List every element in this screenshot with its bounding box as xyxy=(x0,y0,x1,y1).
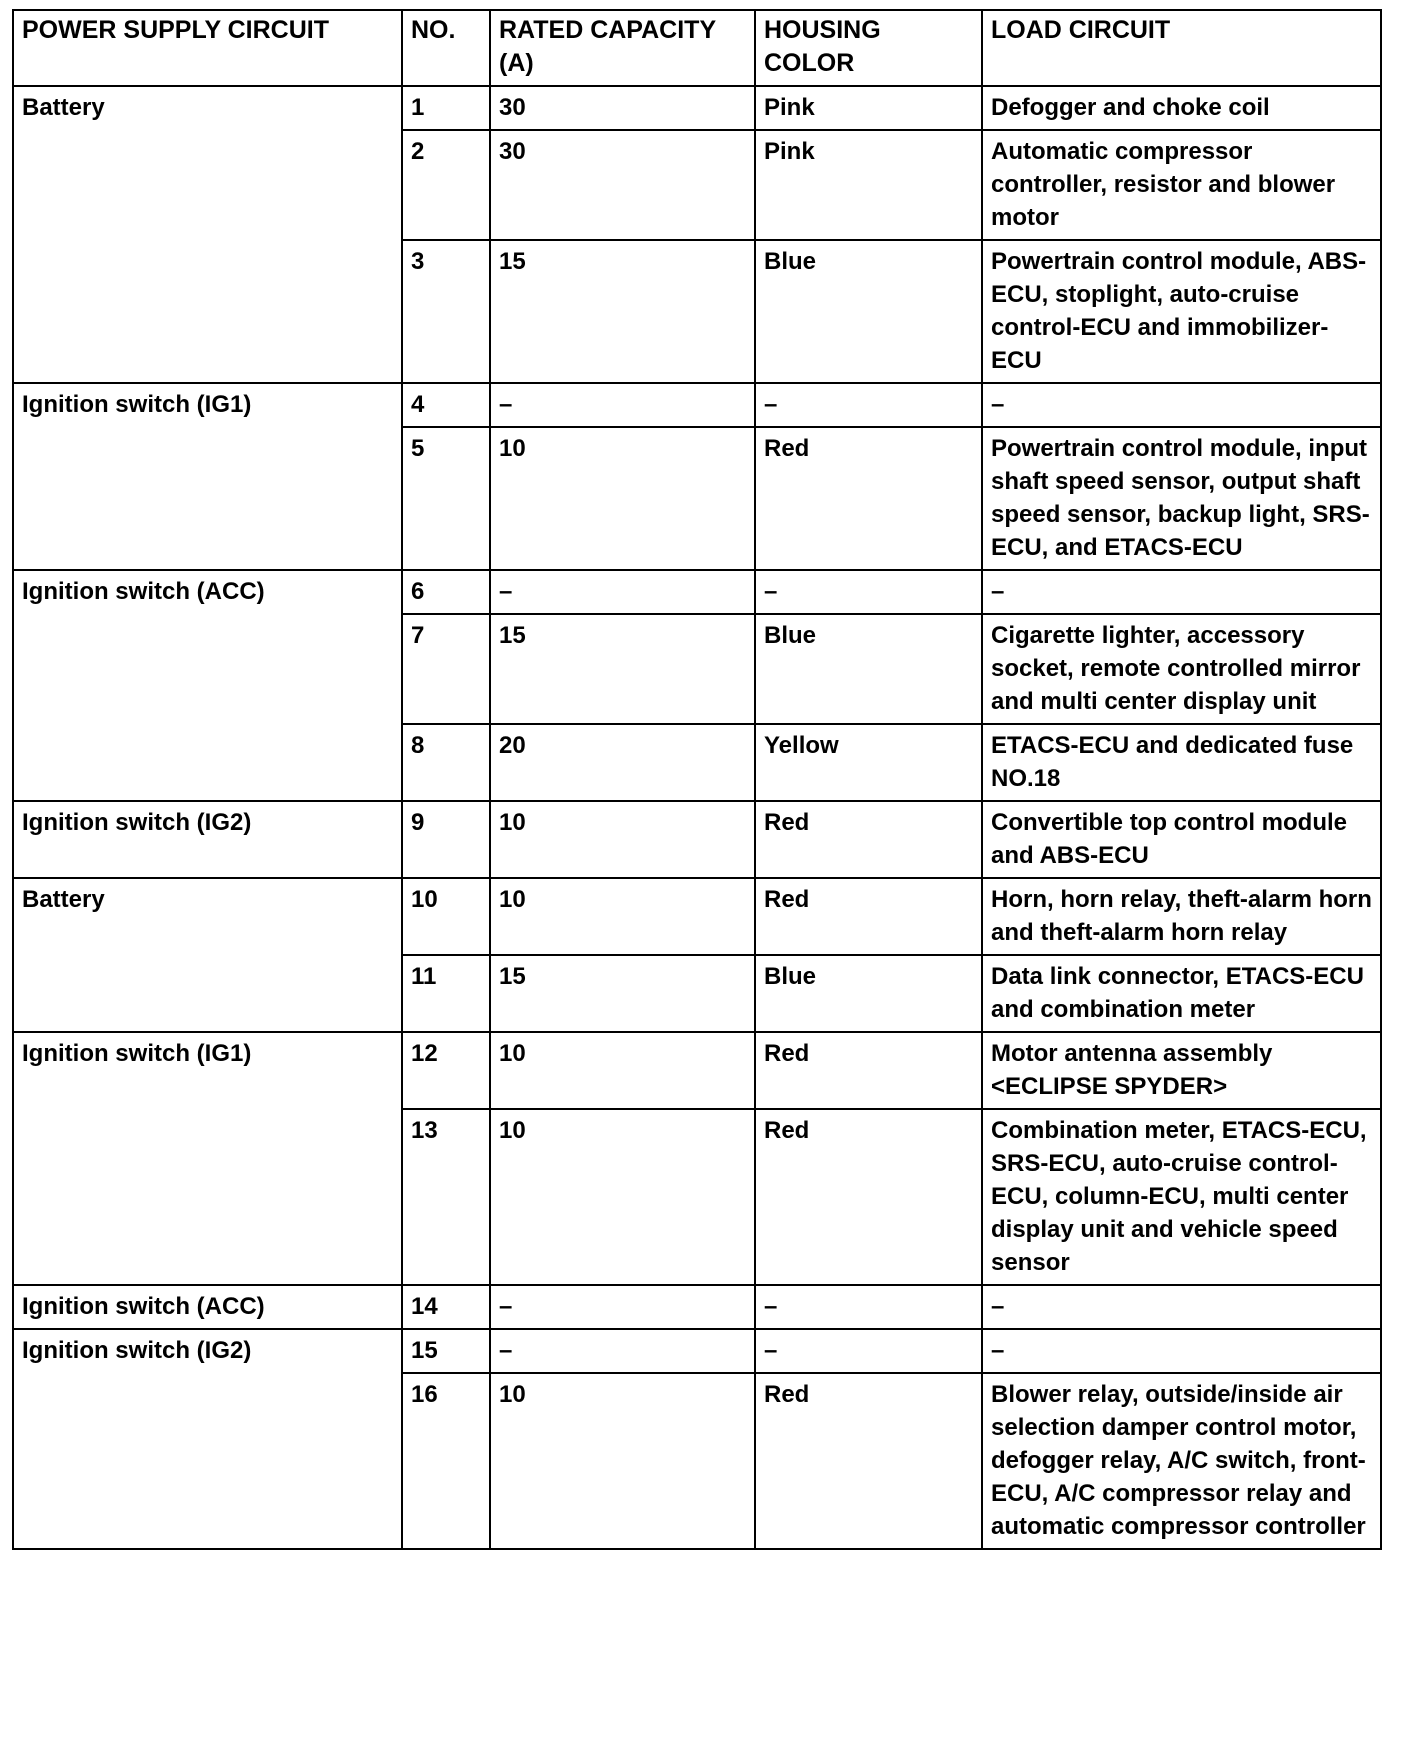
cell-load-circuit: – xyxy=(982,1285,1381,1329)
cell-power-supply-circuit: Ignition switch (ACC) xyxy=(13,1285,402,1329)
header-row xyxy=(13,10,1381,86)
cell-housing-color: – xyxy=(755,383,982,427)
cell-power-supply-circuit: Ignition switch (IG2) xyxy=(13,1329,402,1549)
cell-power-supply-circuit: Ignition switch (ACC) xyxy=(13,570,402,801)
header-power-supply-circuit: POWER SUPPLY CIRCUIT xyxy=(13,10,402,86)
cell-load-circuit: Cigarette lighter, accessory socket, remote controlled mirror and multi center display unit xyxy=(982,614,1381,724)
cell-no: 7 xyxy=(402,614,490,724)
cell-housing-color: Red xyxy=(755,1373,982,1549)
cell-housing-color: – xyxy=(755,1285,982,1329)
cell-rated-capacity: – xyxy=(490,1285,755,1329)
cell-load-circuit: Horn, horn relay, theft-alarm horn and theft-alarm horn relay xyxy=(982,878,1381,955)
cell-no: 6 xyxy=(402,570,490,614)
cell-rated-capacity: 10 xyxy=(490,878,755,955)
cell-housing-color: Red xyxy=(755,1109,982,1285)
cell-rated-capacity: – xyxy=(490,1329,755,1373)
cell-housing-color: Red xyxy=(755,427,982,570)
cell-housing-color: Blue xyxy=(755,614,982,724)
cell-load-circuit: Powertrain control module, input shaft speed sensor, output shaft speed sensor, backup light, SRS-ECU, and ETACS-ECU xyxy=(982,427,1381,570)
cell-no: 4 xyxy=(402,383,490,427)
cell-no: 3 xyxy=(402,240,490,383)
cell-rated-capacity: 10 xyxy=(490,1109,755,1285)
table-row xyxy=(13,878,1381,955)
cell-load-circuit: – xyxy=(982,1329,1381,1373)
cell-load-circuit: Data link connector, ETACS-ECU and combination meter xyxy=(982,955,1381,1032)
header-load-circuit: LOAD CIRCUIT xyxy=(982,10,1381,86)
fuse-table-container xyxy=(12,9,1380,1550)
cell-no: 5 xyxy=(402,427,490,570)
cell-power-supply-circuit: Ignition switch (IG2) xyxy=(13,801,402,878)
table-header xyxy=(13,10,1381,86)
cell-housing-color: Red xyxy=(755,878,982,955)
cell-load-circuit: ETACS-ECU and dedicated fuse NO.18 xyxy=(982,724,1381,801)
table-row xyxy=(13,801,1381,878)
cell-housing-color: Blue xyxy=(755,955,982,1032)
cell-rated-capacity: 30 xyxy=(490,130,755,240)
cell-rated-capacity: 10 xyxy=(490,1373,755,1549)
cell-no: 16 xyxy=(402,1373,490,1549)
cell-no: 11 xyxy=(402,955,490,1032)
cell-rated-capacity: 10 xyxy=(490,801,755,878)
cell-rated-capacity: 15 xyxy=(490,955,755,1032)
cell-power-supply-circuit: Battery xyxy=(13,86,402,383)
cell-housing-color: Pink xyxy=(755,130,982,240)
table-row xyxy=(13,570,1381,614)
header-no: NO. xyxy=(402,10,490,86)
cell-no: 12 xyxy=(402,1032,490,1109)
cell-rated-capacity: 20 xyxy=(490,724,755,801)
header-rated-capacity: RATED CAPACITY (A) xyxy=(490,10,755,86)
cell-no: 8 xyxy=(402,724,490,801)
cell-housing-color: Red xyxy=(755,1032,982,1109)
cell-no: 9 xyxy=(402,801,490,878)
cell-housing-color: – xyxy=(755,1329,982,1373)
cell-no: 10 xyxy=(402,878,490,955)
cell-load-circuit: – xyxy=(982,570,1381,614)
cell-no: 15 xyxy=(402,1329,490,1373)
cell-housing-color: – xyxy=(755,570,982,614)
cell-load-circuit: Defogger and choke coil xyxy=(982,86,1381,130)
cell-load-circuit: Blower relay, outside/inside air selection damper control motor, defogger relay, A/C switch, front-ECU, A/C compressor relay and automatic compressor controller xyxy=(982,1373,1381,1549)
table-row xyxy=(13,1285,1381,1329)
header-housing-color: HOUSING COLOR xyxy=(755,10,982,86)
cell-power-supply-circuit: Ignition switch (IG1) xyxy=(13,1032,402,1285)
cell-no: 14 xyxy=(402,1285,490,1329)
cell-rated-capacity: – xyxy=(490,570,755,614)
fuse-table xyxy=(12,9,1382,1550)
cell-load-circuit: Combination meter, ETACS-ECU, SRS-ECU, auto-cruise control-ECU, column-ECU, multi center display unit and vehicle speed sensor xyxy=(982,1109,1381,1285)
cell-housing-color: Red xyxy=(755,801,982,878)
cell-rated-capacity: – xyxy=(490,383,755,427)
cell-load-circuit: Motor antenna assembly <ECLIPSE SPYDER> xyxy=(982,1032,1381,1109)
cell-load-circuit: – xyxy=(982,383,1381,427)
table-row xyxy=(13,1329,1381,1373)
cell-housing-color: Blue xyxy=(755,240,982,383)
cell-rated-capacity: 30 xyxy=(490,86,755,130)
cell-power-supply-circuit: Battery xyxy=(13,878,402,1032)
cell-power-supply-circuit: Ignition switch (IG1) xyxy=(13,383,402,570)
table-row xyxy=(13,383,1381,427)
cell-housing-color: Pink xyxy=(755,86,982,130)
cell-no: 1 xyxy=(402,86,490,130)
cell-no: 13 xyxy=(402,1109,490,1285)
table-body xyxy=(13,86,1381,1549)
table-row xyxy=(13,1032,1381,1109)
cell-rated-capacity: 15 xyxy=(490,614,755,724)
cell-rated-capacity: 10 xyxy=(490,427,755,570)
cell-load-circuit: Convertible top control module and ABS-ECU xyxy=(982,801,1381,878)
table-row xyxy=(13,86,1381,130)
cell-rated-capacity: 10 xyxy=(490,1032,755,1109)
cell-rated-capacity: 15 xyxy=(490,240,755,383)
cell-load-circuit: Powertrain control module, ABS-ECU, stoplight, auto-cruise control-ECU and immobilizer-ECU xyxy=(982,240,1381,383)
cell-no: 2 xyxy=(402,130,490,240)
cell-housing-color: Yellow xyxy=(755,724,982,801)
cell-load-circuit: Automatic compressor controller, resistor and blower motor xyxy=(982,130,1381,240)
